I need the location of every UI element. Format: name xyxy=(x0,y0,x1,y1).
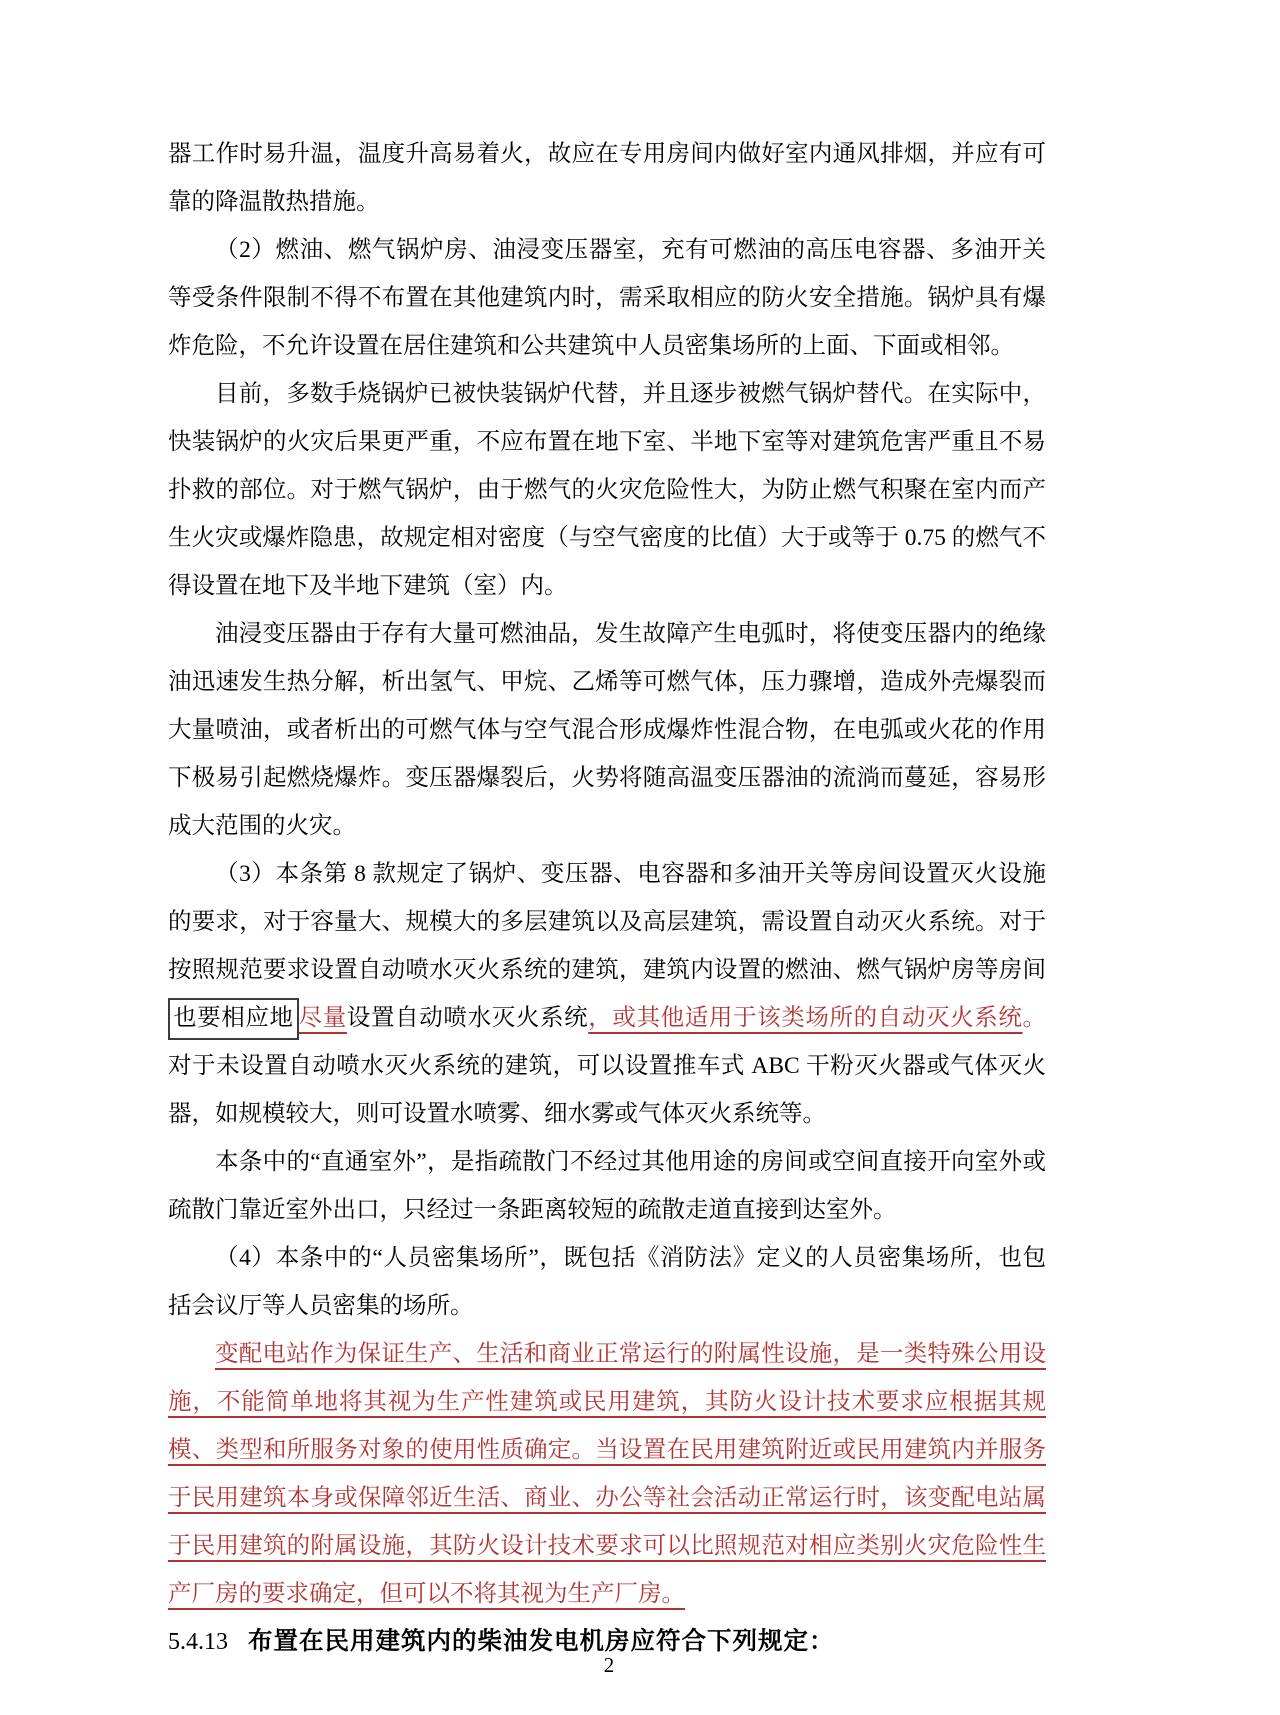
paragraph-1 xyxy=(168,130,1046,226)
paragraph-6 xyxy=(168,1138,1046,1234)
paragraph-8 xyxy=(168,1330,1046,1618)
paragraph-2 xyxy=(168,226,1046,370)
paragraph-7 xyxy=(168,1234,1046,1330)
paragraphs-container xyxy=(168,130,1046,1618)
body-text-run: （2）燃油、燃气锅炉房、油浸变压器室，充有可燃油的高压电容器、多油开关等受条件限制不得不布置在其他建筑内时，需采取相应的防火安全措施。锅炉具有爆炸危险，不允许设置在居住建筑和公共建筑中人员密集场所的上面、下面或相邻。 xyxy=(168,237,1046,359)
body-text-run: 目前，多数手烧锅炉已被快装锅炉代替，并且逐步被燃气锅炉替代。在实际中，快装锅炉的火灾后果更严重，不应布置在地下室、半地下室等对建筑危害严重且不易扑救的部位。对于燃气锅炉，由于燃气的火灾危险性大，为防止燃气积聚在室内而产生火灾或爆炸隐患，故规定相对密度（与空气密度的比值）大于或等于 0.75 的燃气不得设置在地下及半地下建筑（室）内。 xyxy=(168,381,1046,599)
page-number: 2 xyxy=(603,1653,615,1677)
paragraph-5 xyxy=(168,850,1046,1138)
body-text-run: （4）本条中的“人员密集场所”，既包括《消防法》定义的人员密集场所，也包括会议厅等人员密集的场所。 xyxy=(168,1245,1046,1319)
revision-red-text: 变配电站作为保证生产、生活和商业正常运行的附属性设施，是一类特殊公用设施，不能简单地将其视为生产性建筑或民用建筑，其防火设计技术要求应根据其规模、类型和所服务对象的使用性质确定。当设置在民用建筑附近或民用建筑内并服务于民用建筑本身或保障邻近生活、商业、办公等社会活动正常运行时，该变配电站属于民用建筑的附属设施，其防火设计技术要求可以比照规范对相应类别火灾危险性生产厂房的要求确定，但可以不将其视为生产厂房。 xyxy=(168,1341,1046,1607)
section-number: 5.4.13 xyxy=(168,1629,228,1655)
paragraph-3 xyxy=(168,370,1046,610)
body-text-run: 对于未设置自动喷水灭火系统的建筑，可以设置推车式 ABC 干粉灭火器或气体灭火器，如规模较大，则可设置水喷雾、细水雾或气体灭火系统等。 xyxy=(168,1053,1046,1127)
document-body xyxy=(168,130,1046,1666)
revision-red-text: 尽量 xyxy=(298,1005,347,1031)
revision-red-text: ，或其他适用于该类场所的自动灭火系统 xyxy=(588,1005,1023,1031)
paragraph-4 xyxy=(168,610,1046,850)
body-text-run: 本条中的“直通室外”，是指疏散门不经过其他用途的房间或空间直接开向室外或疏散门靠近室外出口，只经过一条距离较短的疏散走道直接到达室外。 xyxy=(168,1149,1046,1223)
body-text-run: 油浸变压器由于存有大量可燃油品，发生故障产生电弧时，将使变压器内的绝缘油迅速发生热分解，析出氢气、甲烷、乙烯等可燃气体，压力骤增，造成外壳爆裂而大量喷油，或者析出的可燃气体与空气混合形成爆炸性混合物，在电弧或火花的作用下极易引起燃烧爆炸。变压器爆裂后，火势将随高温变压器油的流淌而蔓延，容易形成大范围的火灾。 xyxy=(168,621,1046,839)
section-title: 布置在民用建筑内的柴油发电机房应符合下列规定： xyxy=(248,1628,835,1655)
body-text-run: 设置自动喷水灭火系统 xyxy=(346,1005,589,1031)
boxed-revision-text: 也要相应地 xyxy=(168,998,299,1040)
body-text-run: 器工作时易升温，温度升高易着火，故应在专用房间内做好室内通风排烟，并应有可靠的降温散热措施。 xyxy=(168,141,1046,215)
body-text-run: （3）本条第 8 款规定了锅炉、变压器、电容器和多油开关等房间设置灭火设施的要求，对于容量大、规模大的多层建筑以及高层建筑，需设置自动灭火系统。对于按照规范要求设置自动喷水灭火系统的建筑，建筑内设置的燃油、燃气锅炉房等房间 xyxy=(168,861,1046,983)
revision-red-text: 。 xyxy=(1022,1005,1047,1031)
